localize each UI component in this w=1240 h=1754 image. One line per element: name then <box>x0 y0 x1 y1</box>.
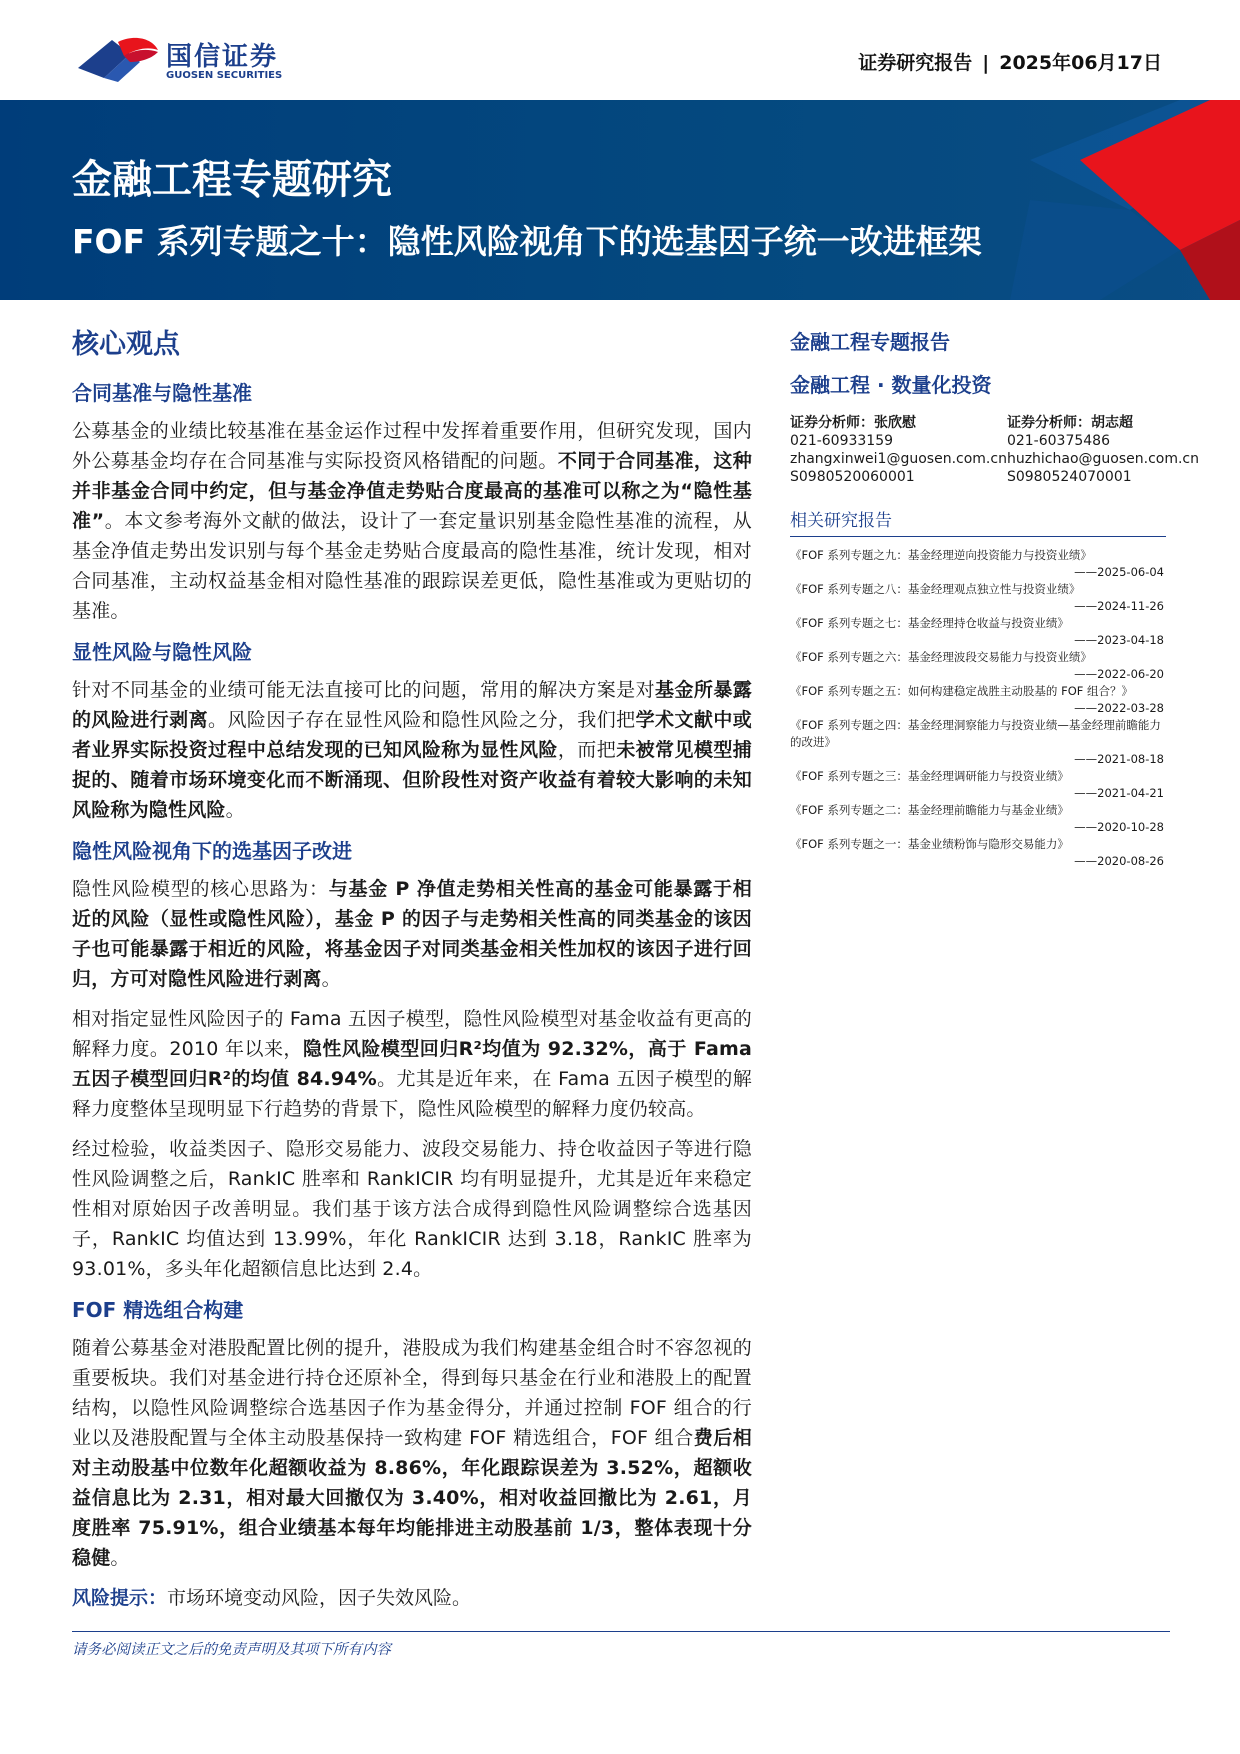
report-date: 2025年06月17日 <box>999 52 1162 74</box>
analyst-2 <box>1007 414 1199 486</box>
related-report-title: 《FOF 系列专题之二：基金经理前瞻能力与基金业绩》 <box>790 803 1069 817</box>
report-category: 金融工程专题报告 <box>790 330 950 354</box>
related-report-title: 《FOF 系列专题之九：基金经理逆向投资能力与投资业绩》 <box>790 548 1092 562</box>
analyst-email: zhangxinwei1@guosen.com.cn <box>790 451 1007 467</box>
related-report-item <box>790 615 1170 649</box>
related-reports-list <box>790 547 1170 870</box>
guosen-logo <box>74 34 283 84</box>
analyst-license: S0980520060001 <box>790 469 915 485</box>
risk-warning <box>72 1583 752 1613</box>
related-report-date: ——2021-08-18 <box>1074 752 1164 766</box>
related-report-date: ——2023-04-18 <box>1074 633 1164 647</box>
related-report-date: ——2022-06-20 <box>1074 667 1164 681</box>
body-paragraph: 隐性风险模型的核心思路为：与基金 P 净值走势相关性高的基金可能暴露于相近的风险（显性或隐性风险），基金 P 的因子与走势相关性高的同类基金的该因子也可能暴露于相近的风险，将基金因子对同类基金相关性加权的该因子进行回归，方可对隐性风险进行剥离。 <box>72 878 752 990</box>
logo-english-text: GUOSEN SECURITIES <box>166 70 283 81</box>
risk-text: 市场环境变动风险，因子失效风险。 <box>167 1587 472 1609</box>
body-paragraph: 针对不同基金的业绩可能无法直接可比的问题，常用的解决方案是对基金所暴露的风险进行剥离。风险因子存在显性风险和隐性风险之分，我们把学术文献中或者业界实际投资过程中总结发现的已知风险称为显性风险，而把未被常见模型捕捉的、随着市场环境变化而不断涌现、但阶段性对资产收益有着较大影响的未知风险称为隐性风险。 <box>72 679 752 821</box>
core-viewpoints-heading: 核心观点 <box>72 329 180 360</box>
report-field: 金融工程 · 数量化投资 <box>790 373 992 397</box>
related-report-item <box>790 836 1170 870</box>
related-report-title: 《FOF 系列专题之三：基金经理调研能力与投资业绩》 <box>790 769 1069 783</box>
related-report-date: ——2021-04-21 <box>1074 786 1164 800</box>
sidebar <box>790 326 1200 870</box>
related-report-item <box>790 802 1170 836</box>
main-content <box>72 318 752 1613</box>
page-header <box>0 0 1240 100</box>
section-heading: FOF 精选组合构建 <box>72 1298 244 1322</box>
analyst-phone: 021-60933159 <box>790 433 894 449</box>
header-separator: | <box>982 52 990 74</box>
related-report-title: 《FOF 系列专题之八：基金经理观点独立性与投资业绩》 <box>790 582 1081 596</box>
related-report-title: 《FOF 系列专题之一：基金业绩粉饰与隐形交易能力》 <box>790 837 1069 851</box>
related-report-date: ——2020-08-26 <box>1074 854 1164 868</box>
related-report-date: ——2024-11-26 <box>1074 599 1164 613</box>
related-report-title: 《FOF 系列专题之五：如何构建稳定战胜主动股基的 FOF 组合？》 <box>790 684 1134 698</box>
body-paragraph: 经过检验，收益类因子、隐形交易能力、波段交易能力、持仓收益因子等进行隐性风险调整之后，RankIC 胜率和 RankICIR 均有明显提升，尤其是近年来稳定性相对原始因子改善明显。我们基于该方法合成得到隐性风险调整综合选基因子，RankIC 均值达到 13.99%，年化 RankICIR 达到 3.18，RankIC 胜率为 93.01%，多头年化超额信息比达到 2.4。 <box>72 1138 752 1280</box>
section-heading: 合同基准与隐性基准 <box>72 381 252 405</box>
report-type-date <box>858 48 1162 75</box>
related-report-item <box>790 547 1170 581</box>
related-report-item <box>790 768 1170 802</box>
section-heading: 隐性风险视角下的选基因子改进 <box>72 839 352 863</box>
related-report-item <box>790 683 1170 717</box>
footer-disclaimer: 请务必阅读正文之后的免责声明及其项下所有内容 <box>72 1642 391 1658</box>
related-report-title: 《FOF 系列专题之七：基金经理持仓收益与投资业绩》 <box>790 616 1069 630</box>
report-type-label: 证券研究报告 <box>858 52 973 74</box>
related-report-item <box>790 649 1170 683</box>
footer-divider <box>72 1631 1170 1632</box>
related-report-item <box>790 717 1170 768</box>
analyst-license: S0980524070001 <box>1006 469 1132 485</box>
sections-container <box>72 377 752 1573</box>
logo-chinese-text: 国信证券 <box>166 42 279 72</box>
related-report-title: 《FOF 系列专题之六：基金经理波段交易能力与投资业绩》 <box>790 650 1092 664</box>
title-banner <box>0 100 1240 300</box>
analyst-name: 证券分析师：张欣慰 <box>790 415 916 431</box>
body-paragraph: 随着公募基金对港股配置比例的提升，港股成为我们构建基金组合时不容忽视的重要板块。我们对基金进行持仓还原补全，得到每只基金在行业和港股上的配置结构，以隐性风险调整综合选基因子作为基金得分，并通过控制 FOF 组合的行业以及港股配置与全体主动股基保持一致构建 FOF 精选组合，FOF 组合费后相对主动股基中位数年化超额收益为 8.86%，年化跟踪误差为 3.52%，超额收益信息比为 2.31，相对最大回撤仅为 3.40%，相对收益回撤比为 2.61，月度胜率 75.91%，组合业绩基本每年均能排进主动股基前 1/3，整体表现十分稳健。 <box>72 1337 752 1569</box>
banner-decoration-icon <box>880 100 1240 300</box>
guosen-logo-icon <box>74 34 160 84</box>
analyst-1 <box>790 414 1007 486</box>
analyst-name: 证券分析师：胡志超 <box>1006 415 1133 431</box>
analysts <box>790 414 1200 486</box>
related-report-date: ——2020-10-28 <box>1074 820 1164 834</box>
body-paragraph: 公募基金的业绩比较基准在基金运作过程中发挥着重要作用，但研究发现，国内外公募基金均存在合同基准与实际投资风格错配的问题。不同于合同基准，这种并非基金合同中约定，但与基金净值走势贴合度最高的基准可以称之为“隐性基准”。本文参考海外文献的做法，设计了一套定量识别基金隐性基准的流程，从基金净值走势出发识别与每个基金走势贴合度最高的隐性基准，统计发现，相对合同基准，主动权益基金相对隐性基准的跟踪误差更低，隐性基准或为更贴切的基准。 <box>72 420 753 622</box>
related-reports-heading: 相关研究报告 <box>790 506 1166 537</box>
analyst-phone: 021-60375486 <box>1006 433 1110 449</box>
related-report-title: 《FOF 系列专题之四：基金经理洞察能力与投资业绩—基金经理前瞻能力的改进》 <box>790 718 1161 749</box>
risk-label: 风险提示： <box>72 1587 168 1609</box>
body-paragraph: 相对指定显性风险因子的 Fama 五因子模型，隐性风险模型对基金收益有更高的解释力度。2010 年以来，隐性风险模型回归R²均值为 92.32%，高于 Fama 五因子模型回归R²的均值 84.94%。尤其是近年来，在 Fama 五因子模型的解释力度整体呈现明显下行趋势的背景下，隐性风险模型的解释力度仍较高。 <box>72 1008 752 1120</box>
related-report-item <box>790 581 1170 615</box>
report-title: FOF 系列专题之十：隐性风险视角下的选基因子统一改进框架 <box>72 222 982 261</box>
report-series-title: 金融工程专题研究 <box>72 157 392 203</box>
analyst-email: huzhichao@guosen.com.cn <box>1006 451 1200 467</box>
related-report-date: ——2022-03-28 <box>1074 701 1164 715</box>
section-heading: 显性风险与隐性风险 <box>72 640 252 664</box>
related-report-date: ——2025-06-04 <box>1074 565 1164 579</box>
